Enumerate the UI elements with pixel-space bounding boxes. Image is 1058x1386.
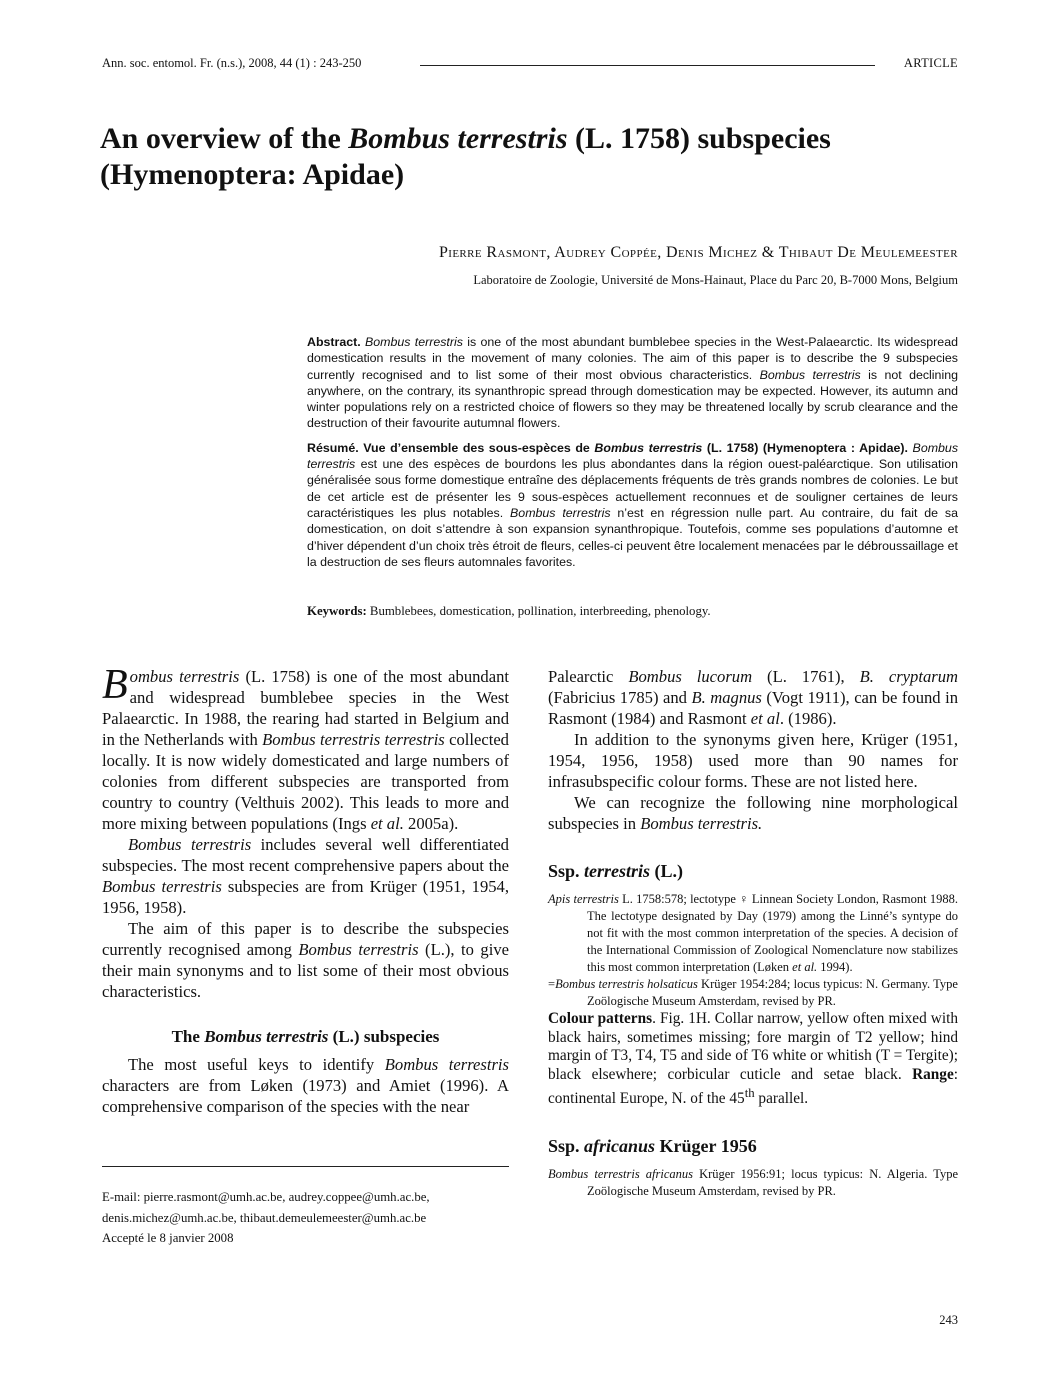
title-line2: (Hymenoptera: Apidae) (100, 158, 405, 191)
ssp2-suffix: Krüger 1956 (655, 1135, 757, 1156)
author-list: Pierre Rasmont, Audrey Coppée, Denis Michez & Thibaut De Meulemeester (438, 244, 958, 261)
rp1-italic-4: et al (750, 709, 780, 728)
p1-text-c: 2005a). (403, 814, 459, 833)
rp1-text-e: . (1986). (779, 709, 837, 728)
heading-text-a: The (171, 1027, 205, 1046)
right-paragraph-2: In addition to the synonyms given here, Krüger (1951, 1954, 1956, 1958) used more than 90 names for infrasubspecific colour forms. These are not listed here. (548, 730, 958, 791)
section-heading (102, 1026, 509, 1047)
title-italic: Bombus terrestris (348, 122, 568, 155)
rp3-text-a: We can recognize the following nine morphological subspecies in (548, 793, 958, 833)
synonym-entry (548, 891, 958, 976)
range-text-a: : continental Europe, N. of the 45 (548, 1065, 958, 1108)
p3-italic: Bombus terrestris (298, 940, 419, 959)
colour-patterns-text: . Fig. 1H. Collar narrow, yellow often mixed with black hairs, sometimes missing; fore margin of T2 yellow; hind margin of T3, T4, T5 and side of T6 white or whitish (T = Tergite); black elsewhere; corbicular cuticle and setae black. (548, 1010, 958, 1083)
colour-patterns-label: Colour patterns (548, 1010, 653, 1027)
footnote-accepted: Accepté le 8 janvier 2008 (102, 1231, 234, 1245)
synonym-entry (548, 976, 958, 1010)
rp1-italic-1: Bombus lucorum (628, 667, 753, 686)
p2-text-a: includes several well differentiated subspecies. The most recent comprehensive papers about the (102, 835, 509, 875)
footnote-rule (102, 1166, 509, 1167)
range-label: Range (912, 1065, 954, 1083)
syn2-italic: Bombus terrestris holsaticus (555, 977, 698, 991)
heading-text-b: (L.) subspecies (328, 1027, 440, 1046)
rp1-italic-3: B. magnus (691, 688, 762, 707)
colour-patterns-paragraph (548, 1010, 958, 1109)
abstract-en (307, 334, 958, 432)
ssp1-prefix: Ssp. (548, 861, 585, 881)
syn2-prefix: = (548, 977, 556, 991)
p4-italic: Bombus terrestris (384, 1055, 509, 1074)
p2-italic-2: Bombus terrestris (102, 877, 222, 896)
ssp1-suffix: (L.) (650, 861, 684, 881)
syn1-italic: Apis terrestris (548, 892, 619, 906)
p1-text-a: (L. 1758) is one of the most abundant and widespread bumblebee species in the West Palaearctic. In 1988, the rearing had started in Belgium and in the Netherlands with (102, 667, 509, 749)
resume-text-1: est une des espèces de bourdons les plus abondantes dans la région ouest-paléarctique. Son utilisation généralisée sous forme domestique entraîne des déplacements fréquents de très grands nombres de colonies. Le but de cet article est de présenter les 9 sous-espèces actuellement reconnues et de souligner certaines de leurs caractéristiques les plus notables. (307, 457, 958, 520)
title-part2: (L. 1758) subspecies (567, 122, 831, 155)
p4-text-b: characters are from Løken (1973) and Amiet (1996). A comprehensive comparison of the species with the near (102, 1076, 509, 1116)
p2-text-b: subspecies are from Krüger (1951, 1954, 1956, 1958). (102, 877, 509, 917)
range-superscript: th (744, 1086, 755, 1100)
abstract-italic-1: Bombus terrestris (365, 335, 463, 349)
rp1-text-a: Palearctic (548, 667, 629, 686)
ssp1-italic: terrestris (584, 861, 651, 881)
keywords-label: Keywords: (307, 604, 367, 618)
rp1-text-c: (Fabricius 1785) and (548, 688, 692, 707)
syn1-italic-2: et al. (792, 960, 818, 974)
journal-citation: Ann. soc. entomol. Fr. (n.s.), 2008, 44 (1) : 243-250 (102, 56, 362, 70)
resume-label-2: (L. 1758) (Hymenoptera : Apidae). (702, 440, 908, 455)
p1-italic-2: Bombus terrestris terrestris (262, 730, 445, 749)
p3-text-b: (L.), to give their main synonyms and to list some of their most obvious characteristics. (102, 940, 509, 1001)
abstract-label: Abstract. (307, 335, 361, 349)
rp1-italic-2: B. cryptarum (859, 667, 958, 686)
p1-italic-3: et al. (370, 814, 404, 833)
syn2-text: Krüger 1954:284; locus typicus: N. Germany. Type Zoölogische Museum Amsterdam, revised by PR. (587, 977, 958, 1008)
p1-text-b: collected locally. It is now widely domesticated and large numbers of colonies from different subspecies are transported from country to country (Velthuis 2002). This leads to more and more mixing between populations (Ings (102, 730, 509, 833)
abstract-text-1: is one of the most abundant bumblebee species in the West-Palaearctic. Its widespread domestication results in the movement of many colonies. The aim of this paper is to describe the 9 subspecies currently recognised and to list some of their most obvious characteristics. (307, 335, 958, 382)
ssp2-prefix: Ssp. (548, 1135, 585, 1156)
synonym-entry (548, 1166, 958, 1200)
left-column (102, 662, 509, 1117)
keywords (307, 604, 958, 619)
p4-text-a: The most useful keys to identify (128, 1055, 385, 1074)
section-paragraph-1 (102, 1054, 509, 1117)
p2-italic-1: Bombus terrestris (128, 835, 252, 854)
right-column (548, 666, 958, 1200)
resume-label (307, 441, 908, 455)
page-number: 243 (939, 1313, 958, 1327)
footnote-email-2: denis.michez@umh.ac.be, thibaut.demeulemeester@umh.ac.be (102, 1210, 427, 1225)
drop-cap: B (102, 662, 128, 708)
subspecies-heading-terrestris (548, 861, 958, 882)
rp3-italic: Bombus terrestris. (640, 814, 763, 833)
right-paragraph-1 (548, 666, 958, 729)
abstract-fr (307, 440, 958, 570)
footnote (102, 1187, 512, 1249)
resume-italic-1: Bombus terrestris (307, 440, 959, 472)
header-rule (420, 65, 875, 66)
footnote-email-1: E-mail: pierre.rasmont@umh.ac.be, audrey.coppee@umh.ac.be, (102, 1190, 430, 1204)
intro-paragraph-1 (102, 662, 509, 834)
resume-italic-2: Bombus terrestris (510, 505, 611, 520)
abstract-italic-2: Bombus terrestris (759, 367, 861, 382)
article-title (100, 121, 960, 193)
intro-paragraph-2 (102, 834, 509, 918)
affiliation: Laboratoire de Zoologie, Université de Mons-Hainaut, Place du Parc 20, B-7000 Mons, Belgium (473, 273, 958, 287)
resume-label-1: Résumé. Vue d’ensemble des sous-espèces de (307, 440, 595, 455)
heading-italic: Bombus terrestris (204, 1027, 329, 1046)
range-text-b: parallel. (754, 1090, 809, 1108)
title-part1: An overview of the (100, 122, 349, 155)
abstract-block (307, 334, 958, 578)
keywords-text: Bumblebees, domestication, pollination, interbreeding, phenology. (366, 604, 711, 618)
p3-text-a: The aim of this paper is to describe the subspecies currently recognised among (102, 919, 509, 959)
rp1-text-b: (L. 1761), (752, 667, 860, 686)
syn1-text-a: L. 1758:578; lectotype ♀ Linnean Society London, Rasmont 1988. The lectotype designated by Day (1979) among the Linné’s syntype do not fit with the most common interpretation of the species. A decision of the International Commission of Zoological Nomenclature now stabilizes this most common interpretation (Løken (587, 892, 958, 974)
subspecies-heading-africanus (548, 1136, 958, 1157)
ssp2-italic: africanus (584, 1135, 656, 1156)
syn1-text-b: 1994). (817, 960, 853, 974)
abstract-text-2: is not declining anywhere, on the contrary, its synanthropic spread through domestication may be expected. However, its autumn and winter populations rely on a restricted choice of flowers so they may be threatened locally by scrub clearance and the destruction of their favourite autumnal flowers. (307, 367, 958, 431)
p1-italic-1: ombus terrestris (129, 667, 240, 686)
resume-text-2: n’est en régression nulle part. Au contraire, du fait de sa domestication, on doit s’attendre à son expansion synanthropique. Toutefois, comme ses populations d’automne et d’hiver dépendent d’un choix très étroit de fleurs, celles-ci peuvent être localement menacées par le débroussaillage et la destruction de ses fleurs automnales favorites. (307, 505, 958, 569)
intro-paragraph-3 (102, 918, 509, 1002)
syn3-text: Krüger 1956:91; locus typicus: N. Algeria. Type Zoölogische Museum Amsterdam, revised by PR. (587, 1166, 959, 1198)
resume-label-italic: Bombus terrestris (594, 440, 703, 455)
rp1-text-d: (Vogt 1911), can be found in Rasmont (1984) and Rasmont (548, 688, 958, 728)
right-paragraph-3 (548, 792, 958, 834)
article-type-label: ARTICLE (903, 56, 958, 70)
syn3-italic: Bombus terrestris africanus (548, 1166, 694, 1181)
